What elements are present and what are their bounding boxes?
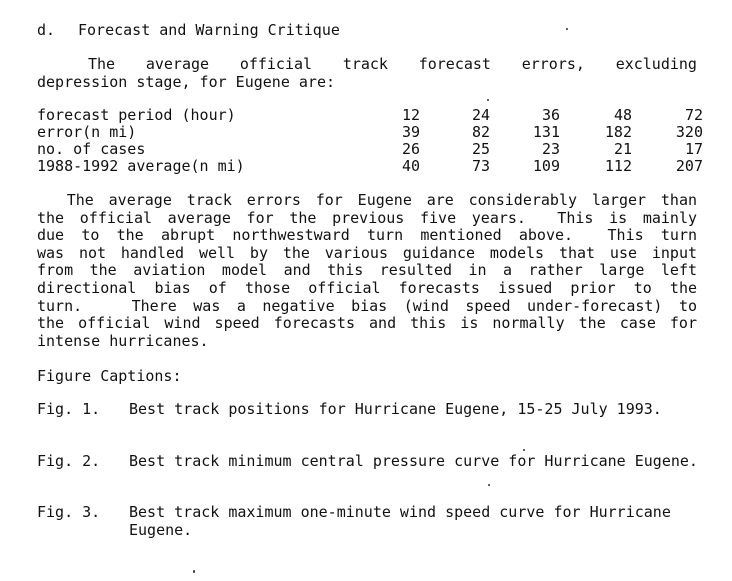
paragraph-line: from the aviation model and this resulted in a rather large left bbox=[37, 261, 697, 280]
table-cell: 320 bbox=[675, 123, 703, 141]
scan-speck bbox=[523, 449, 525, 451]
intro-word: errors, bbox=[521, 55, 585, 73]
section-letter: d. bbox=[37, 21, 56, 39]
table-cell: 207 bbox=[675, 157, 703, 175]
intro-word: excluding bbox=[615, 55, 697, 73]
row-label: no. of cases bbox=[37, 140, 146, 158]
table-cell: 40 bbox=[401, 157, 420, 175]
row-label: forecast period (hour) bbox=[37, 106, 236, 124]
discussion-paragraph bbox=[37, 192, 697, 350]
paragraph-line: the official wind speed forecasts and this is normally the case for bbox=[37, 314, 697, 333]
figure-text: Best track maximum one-minute wind speed curve for Hurricane Eugene. bbox=[129, 503, 671, 539]
forecast-error-table bbox=[37, 106, 703, 175]
paragraph-line: the official average for the previous five years. This is mainly bbox=[37, 208, 697, 227]
table-cell: 36 bbox=[541, 106, 560, 124]
row-label: error(n mi) bbox=[37, 123, 137, 141]
section-title: Forecast and Warning Critique bbox=[78, 21, 340, 39]
table-cell: 72 bbox=[684, 106, 703, 124]
figure-text: Best track minimum central pressure curve for Hurricane Eugene. bbox=[129, 452, 698, 470]
paragraph-line: intense hurricanes. bbox=[37, 331, 209, 350]
table-cell: 73 bbox=[471, 157, 490, 175]
table-cell: 39 bbox=[401, 123, 420, 141]
intro-word: official bbox=[239, 55, 313, 73]
figure-number: Fig. 1. bbox=[37, 400, 101, 418]
paragraph-line: due to the abrupt northwestward turn mentioned above. This turn bbox=[37, 226, 697, 245]
scan-speck bbox=[488, 484, 490, 486]
table-cell: 26 bbox=[401, 140, 420, 158]
intro-word: average bbox=[145, 55, 210, 73]
table-cell: 182 bbox=[604, 123, 632, 141]
scan-speck bbox=[487, 99, 489, 101]
table-cell: 109 bbox=[532, 157, 560, 175]
table-cell: 82 bbox=[471, 123, 490, 141]
paragraph-line: The average track errors for Eugene are considerably larger than bbox=[37, 191, 697, 209]
table-cell: 23 bbox=[541, 140, 560, 158]
intro-paragraph bbox=[37, 55, 697, 91]
table-row bbox=[37, 123, 703, 141]
table-cell: 112 bbox=[604, 157, 632, 175]
intro-word: The bbox=[88, 55, 116, 73]
table-cell: 12 bbox=[401, 106, 420, 124]
paragraph-line: was not handled well by the various guidance models that use input bbox=[37, 243, 697, 262]
table-row bbox=[37, 140, 703, 158]
table-cell: 25 bbox=[471, 140, 490, 158]
table-cell: 24 bbox=[471, 106, 490, 124]
table-row bbox=[37, 157, 703, 175]
intro-line-1 bbox=[37, 55, 697, 73]
figure-captions-heading: Figure Captions: bbox=[37, 367, 182, 385]
scan-speck bbox=[193, 570, 195, 573]
row-label: 1988-1992 average(n mi) bbox=[37, 157, 245, 175]
table-row bbox=[37, 106, 703, 124]
figure-text: Best track positions for Hurricane Eugene, 15-25 July 1993. bbox=[129, 400, 662, 418]
paragraph-line: directional bias of those official forecasts issued prior to the bbox=[37, 278, 697, 297]
scan-speck bbox=[566, 28, 568, 30]
intro-line-2: depression stage, for Eugene are: bbox=[37, 73, 336, 91]
table-cell: 17 bbox=[684, 140, 703, 158]
table-cell: 131 bbox=[532, 123, 560, 141]
table-cell: 21 bbox=[613, 140, 632, 158]
figure-number: Fig. 3. bbox=[37, 503, 101, 521]
intro-word: track bbox=[342, 55, 388, 73]
paragraph-line: turn. There was a negative bias (wind speed under-forecast) to bbox=[37, 296, 697, 315]
intro-word: forecast bbox=[418, 55, 491, 73]
figure-number: Fig. 2. bbox=[37, 452, 101, 470]
table-cell: 48 bbox=[613, 106, 632, 124]
